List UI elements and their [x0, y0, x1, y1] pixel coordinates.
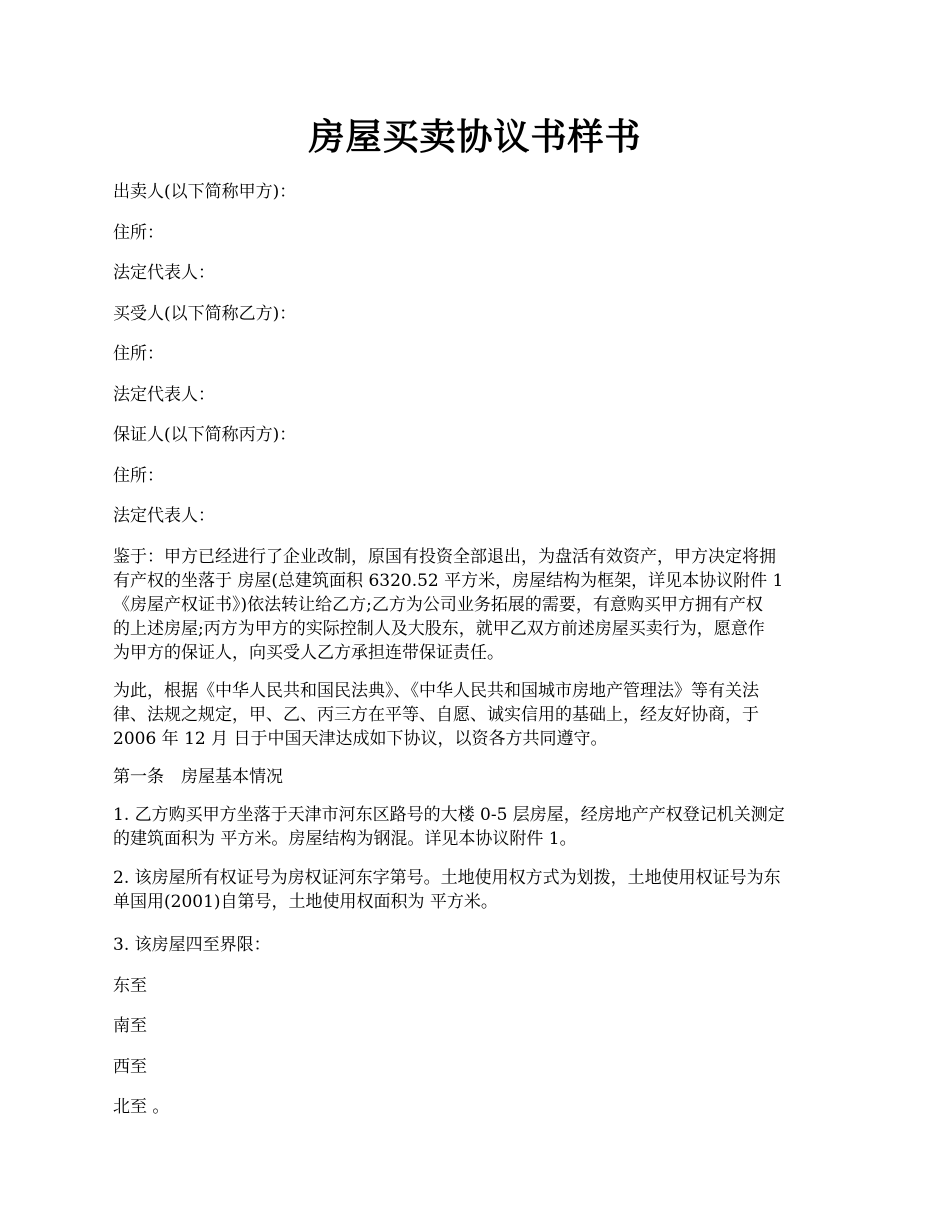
seller-field: 出卖人(以下简称甲方)：: [113, 182, 297, 202]
recital-line: 有产权的坐落于 房屋(总建筑面积 6320.52 平方米，房屋结构为框架，详见本协议附件 1: [113, 571, 784, 591]
recital-line: 的上述房屋;丙方为甲方的实际控制人及大股东，就甲乙双方前述房屋买卖行为，愿意作: [113, 619, 765, 639]
basis-line: 律、法规之规定，甲、乙、丙三方在平等、自愿、诚实信用的基础上，经友好协商，于: [113, 705, 759, 725]
article-heading: 第一条 房屋基本情况: [113, 767, 283, 787]
recital-line: 《房屋产权证书》)依法转让给乙方;乙方为公司业务拓展的需要，有意购买甲方拥有产权: [113, 595, 763, 615]
basis-line: 为此，根据《中华人民共和国民法典》、《中华人民共和国城市房地产管理法》等有关法: [113, 681, 759, 701]
guarantor-field: 保证人(以下简称丙方)：: [113, 425, 297, 445]
basis-line: 2006 年 12 月 日于中国天津达成如下协议，以资各方共同遵守。: [113, 729, 608, 749]
guarantor-legal-rep-field: 法定代表人：: [113, 506, 215, 526]
item-line: 单国用(2001)自第号，土地使用权面积为 平方米。: [113, 892, 498, 912]
recital-line: 为甲方的保证人，向买受人乙方承担连带保证责任。: [113, 643, 504, 663]
recital-line: 鉴于：甲方已经进行了企业改制，原国有投资全部退出，为盘活有效资产，甲方决定将拥: [113, 547, 776, 567]
buyer-address-field: 住所：: [113, 344, 164, 364]
buyer-field: 买受人(以下简称乙方)：: [113, 304, 297, 324]
item-line: 2. 该房屋所有权证号为房权证河东字第号。土地使用权方式为划拨，土地使用权证号为东: [113, 868, 781, 888]
buyer-legal-rep-field: 法定代表人：: [113, 385, 215, 405]
document-title: 房屋买卖协议书样书: [308, 116, 642, 158]
boundary-east: 东至: [113, 976, 147, 996]
seller-legal-rep-field: 法定代表人：: [113, 263, 215, 283]
boundary-north: 北至 。: [113, 1097, 170, 1117]
boundary-south: 南至: [113, 1016, 147, 1036]
seller-address-field: 住所：: [113, 223, 164, 243]
item-3: 3. 该房屋四至界限：: [113, 935, 271, 955]
item-line: 的建筑面积为 平方米。房屋结构为钢混。详见本协议附件 1。: [113, 829, 577, 849]
boundary-west: 西至: [113, 1057, 147, 1077]
guarantor-address-field: 住所：: [113, 466, 164, 486]
item-line: 1. 乙方购买甲方坐落于天津市河东区路号的大楼 0-5 层房屋，经房地产产权登记机关测定: [113, 805, 785, 825]
